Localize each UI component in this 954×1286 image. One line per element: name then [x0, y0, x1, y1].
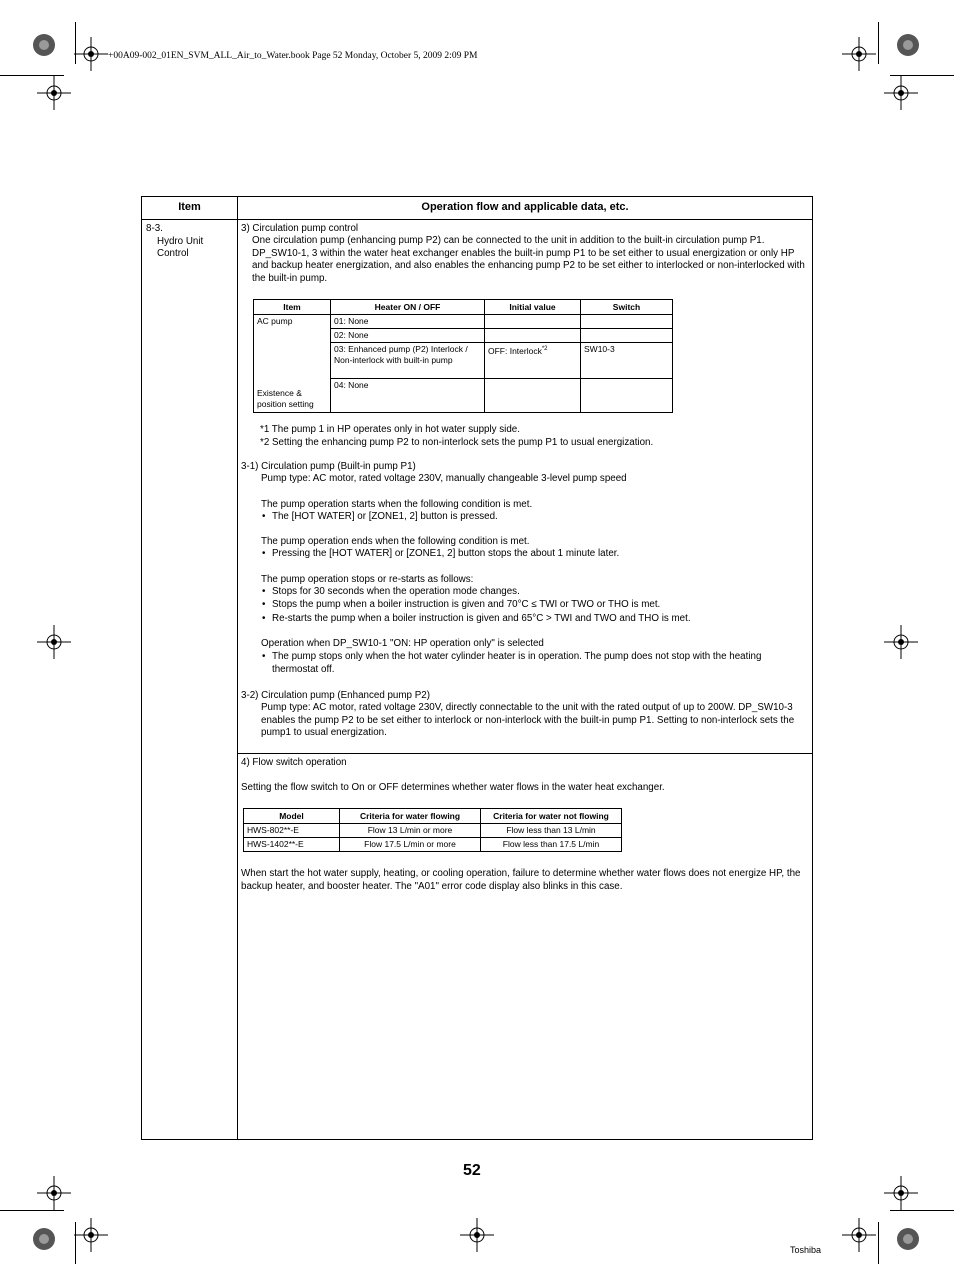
table-cell — [485, 315, 581, 329]
column-header-operation: Operation flow and applicable data, etc. — [421, 201, 629, 213]
crosshair-icon — [37, 625, 71, 659]
section-paragraph: The pump operation stops or re-starts as follows: — [261, 574, 474, 585]
table-cell: Flow 13 L/min or more — [340, 824, 481, 838]
table-cell: HWS-802**-E — [244, 824, 340, 838]
item-cell — [146, 223, 234, 261]
section-heading: 3) Circulation pump control — [241, 223, 359, 234]
table-cell — [485, 379, 581, 413]
column-header-item: Item — [178, 201, 201, 213]
table-cell — [485, 343, 581, 379]
pump-table-header: Switch — [581, 300, 673, 315]
table-cell: 02: None — [331, 329, 485, 343]
flow-table-header: Criteria for water flowing — [340, 809, 481, 824]
flow-table-header: Criteria for water not flowing — [481, 809, 622, 824]
crosshair-icon — [884, 1176, 918, 1210]
table-cell: 03: Enhanced pump (P2) Interlock / Non-interlock with built-in pump — [331, 343, 485, 379]
crosshair-icon — [37, 76, 71, 110]
section-paragraph: Pump type: AC motor, rated voltage 230V, manually changeable 3-level pump speed — [261, 473, 627, 484]
registration-rosette-icon — [32, 33, 56, 57]
footer-brand: Toshiba — [790, 1245, 822, 1255]
registration-rosette-icon — [896, 1227, 920, 1251]
item-title-line-1: Hydro Unit — [157, 235, 204, 247]
table-cell: 01: None — [331, 315, 485, 329]
item-title-line-2: Control — [157, 248, 189, 259]
table-cell — [485, 329, 581, 343]
table-cell — [581, 329, 673, 343]
section-heading: 3-2) Circulation pump (Enhanced pump P2) — [241, 690, 430, 701]
bullet-item: • Re-starts the pump when a boiler instruction is given and 65°C > TWI and TWO and THO is met. — [272, 613, 691, 626]
registration-rosette-icon — [32, 1227, 56, 1251]
crosshair-icon — [74, 1218, 108, 1252]
section-heading: 3-1) Circulation pump (Built-in pump P1) — [241, 461, 416, 472]
section-heading: 4) Flow switch operation — [241, 757, 347, 768]
pump-table-item-cell — [254, 315, 331, 413]
crosshair-icon — [460, 1218, 494, 1252]
crosshair-icon — [842, 37, 876, 71]
pump-table-header: Heater ON / OFF — [331, 300, 485, 315]
table-cell: 04: None — [331, 379, 485, 413]
bullet-item: • The [HOT WATER] or [ZONE1, 2] button is pressed. — [272, 511, 498, 524]
item-number: 8-3. — [146, 223, 163, 234]
pump-item-label: AC pump — [257, 316, 293, 326]
section-paragraph: The pump operation starts when the following condition is met. — [261, 499, 533, 510]
section-paragraph: The pump operation ends when the following condition is met. — [261, 536, 530, 547]
table-cell: SW10-3 — [581, 343, 673, 379]
section-paragraph: Setting the flow switch to On or OFF determines whether water flows in the water heat exchanger. — [241, 782, 665, 793]
pump-setting-table — [253, 299, 673, 413]
page-number: 52 — [463, 1162, 481, 1179]
flow-table-header: Model — [244, 809, 340, 824]
table-cell: Flow less than 17.5 L/min — [481, 838, 622, 852]
table-cell — [581, 379, 673, 413]
pump-item-sublabel: Existence & position setting — [257, 388, 314, 409]
footnote-ref: *2 — [541, 346, 548, 352]
table-cell: HWS-1402**-E — [244, 838, 340, 852]
section-paragraph: Operation when DP_SW10-1 "ON: HP operation only" is selected — [261, 638, 544, 649]
section-paragraph: One circulation pump (enhancing pump P2) can be connected to the unit in addition to the built-in circulation pump P1. DP_SW10-1, 3 within the water heat exchanger enables the built-in pump P1 to be set either to usual energization or only HP and backup heater energization, and also enables the enhancing pump P2 to be set either to interlocked or non-interlocked with the built-in pump. — [252, 235, 805, 284]
footnote: *1 The pump 1 in HP operates only in hot water supply side. — [260, 424, 520, 435]
table-cell: Flow 17.5 L/min or more — [340, 838, 481, 852]
manual-table — [141, 196, 813, 1140]
table-cell: Flow less than 13 L/min — [481, 824, 622, 838]
pump-table-header: Initial value — [485, 300, 581, 315]
bullet-item: • Stops for 30 seconds when the operation mode changes. — [272, 586, 520, 599]
section-paragraph: When start the hot water supply, heating, or cooling operation, failure to determine whether water flows does not energize HP, the backup heater, and booster heater. The "A01" error code display also blinks in this case. — [241, 868, 801, 892]
section-paragraph: Pump type: AC motor, rated voltage 230V, directly connectable to the unit with the rated output of up to 200W. DP_SW10-3 enables the pump P2 to be set either to interlock or non-interlock with the built-in pump P1. Setting to non-interlock sets the pump1 to usual energization. — [261, 702, 795, 738]
flow-criteria-table — [243, 808, 622, 852]
table-cell — [581, 315, 673, 329]
bullet-item: • The pump stops only when the hot water cylinder heater is in operation. The pump does not stop with the heating thermostat off. — [272, 651, 810, 676]
crosshair-icon — [37, 1176, 71, 1210]
crosshair-icon — [842, 1218, 876, 1252]
print-header: +00A09-002_01EN_SVM_ALL_Air_to_Water.book Page 52 Monday, October 5, 2009 2:09 PM — [108, 51, 478, 61]
registration-rosette-icon — [896, 33, 920, 57]
crosshair-icon — [74, 37, 108, 71]
footnote: *2 Setting the enhancing pump P2 to non-interlock sets the pump P1 to usual energization. — [260, 437, 654, 448]
crosshair-icon — [884, 76, 918, 110]
bullet-item: • Pressing the [HOT WATER] or [ZONE1, 2] button stops the about 1 minute later. — [272, 548, 619, 561]
crosshair-icon — [884, 625, 918, 659]
initial-value-text: OFF: Interlock — [488, 345, 542, 356]
pump-table-header: Item — [254, 300, 331, 315]
bullet-item: • Stops the pump when a boiler instruction is given and 70°C ≤ TWI or TWO or THO is met. — [272, 599, 660, 612]
